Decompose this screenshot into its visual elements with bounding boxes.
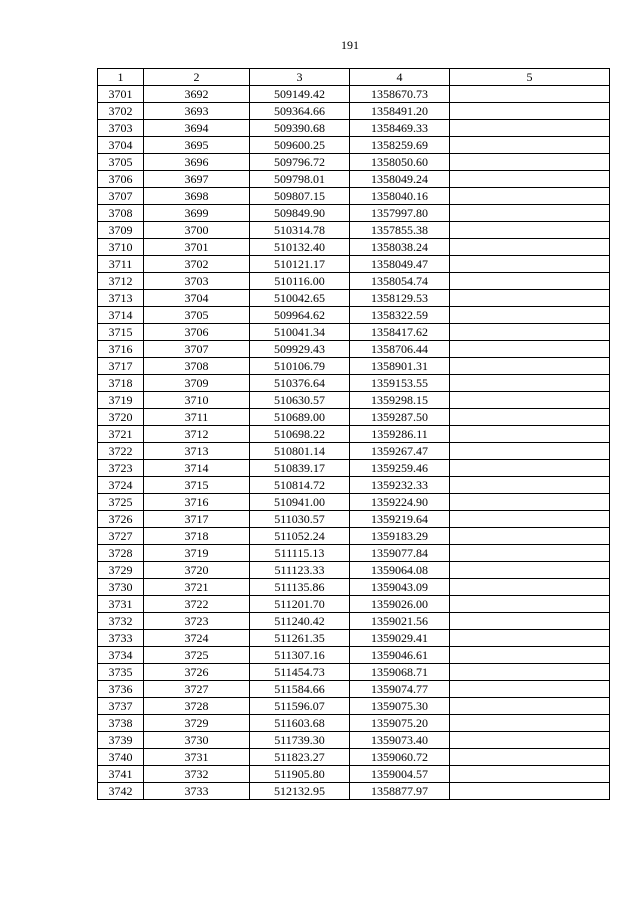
- table-cell-col-1: 3718: [98, 375, 144, 392]
- table-cell-col-3: 511905.80: [250, 766, 350, 783]
- table-row: [98, 154, 610, 171]
- table-row: [98, 120, 610, 137]
- table-row: [98, 664, 610, 681]
- table-cell-col-1: 3733: [98, 630, 144, 647]
- column-header-1: 1: [98, 69, 144, 86]
- table-cell-col-4: 1359074.77: [350, 681, 450, 698]
- table-cell-col-5: [450, 137, 610, 154]
- table-cell-col-3: 509964.62: [250, 307, 350, 324]
- table-cell-col-4: 1359043.09: [350, 579, 450, 596]
- table-cell-col-1: 3735: [98, 664, 144, 681]
- table-cell-col-2: 3732: [144, 766, 250, 783]
- table-row: [98, 477, 610, 494]
- table-row: [98, 137, 610, 154]
- table-cell-col-3: 511115.13: [250, 545, 350, 562]
- table-cell-col-3: 511123.33: [250, 562, 350, 579]
- table-cell-col-5: [450, 545, 610, 562]
- table-cell-col-2: 3722: [144, 596, 250, 613]
- table-cell-col-4: 1359259.46: [350, 460, 450, 477]
- table-cell-col-3: 512132.95: [250, 783, 350, 800]
- table-row: [98, 749, 610, 766]
- table-cell-col-4: 1359021.56: [350, 613, 450, 630]
- table-cell-col-1: 3742: [98, 783, 144, 800]
- table-cell-col-1: 3719: [98, 392, 144, 409]
- table-row: [98, 698, 610, 715]
- table-cell-col-2: 3733: [144, 783, 250, 800]
- table-row: [98, 188, 610, 205]
- table-cell-col-1: 3728: [98, 545, 144, 562]
- table-cell-col-2: 3725: [144, 647, 250, 664]
- table-row: [98, 562, 610, 579]
- table-cell-col-5: [450, 375, 610, 392]
- table-cell-col-5: [450, 358, 610, 375]
- table-cell-col-2: 3696: [144, 154, 250, 171]
- table-cell-col-4: 1358050.60: [350, 154, 450, 171]
- table-cell-col-5: [450, 477, 610, 494]
- table-cell-col-1: 3726: [98, 511, 144, 528]
- table-row: [98, 766, 610, 783]
- table-cell-col-5: [450, 732, 610, 749]
- table-cell-col-2: 3728: [144, 698, 250, 715]
- table-cell-col-3: 510042.65: [250, 290, 350, 307]
- header-row: [98, 69, 610, 86]
- page-number: 191: [341, 38, 359, 52]
- table-cell-col-4: 1358706.44: [350, 341, 450, 358]
- table-cell-col-2: 3706: [144, 324, 250, 341]
- table-cell-col-1: 3704: [98, 137, 144, 154]
- table-cell-col-4: 1358670.73: [350, 86, 450, 103]
- table-cell-col-4: 1358259.69: [350, 137, 450, 154]
- table-row: [98, 630, 610, 647]
- column-header-4: 4: [350, 69, 450, 86]
- table-cell-col-4: 1358901.31: [350, 358, 450, 375]
- table-cell-col-4: 1358469.33: [350, 120, 450, 137]
- table-cell-col-1: 3717: [98, 358, 144, 375]
- table-cell-col-2: 3719: [144, 545, 250, 562]
- table-cell-col-3: 510941.00: [250, 494, 350, 511]
- table-cell-col-2: 3714: [144, 460, 250, 477]
- table-cell-col-4: 1358054.74: [350, 273, 450, 290]
- table-cell-col-2: 3699: [144, 205, 250, 222]
- table-cell-col-1: 3724: [98, 477, 144, 494]
- table-row: [98, 290, 610, 307]
- table-cell-col-4: 1359287.50: [350, 409, 450, 426]
- table-cell-col-1: 3727: [98, 528, 144, 545]
- table-cell-col-2: 3718: [144, 528, 250, 545]
- table-cell-col-3: 510630.57: [250, 392, 350, 409]
- table-row: [98, 341, 610, 358]
- table-cell-col-2: 3717: [144, 511, 250, 528]
- table-cell-col-2: 3710: [144, 392, 250, 409]
- table-cell-col-4: 1359046.61: [350, 647, 450, 664]
- table-header: [98, 69, 610, 86]
- table-cell-col-2: 3729: [144, 715, 250, 732]
- table-row: [98, 460, 610, 477]
- table-cell-col-4: 1359219.64: [350, 511, 450, 528]
- table-cell-col-1: 3736: [98, 681, 144, 698]
- table-cell-col-3: 509849.90: [250, 205, 350, 222]
- table-cell-col-2: 3701: [144, 239, 250, 256]
- table-cell-col-3: 509807.15: [250, 188, 350, 205]
- table-cell-col-4: 1359004.57: [350, 766, 450, 783]
- table-cell-col-2: 3704: [144, 290, 250, 307]
- table-row: [98, 528, 610, 545]
- table-cell-col-1: 3712: [98, 273, 144, 290]
- table-cell-col-3: 510376.64: [250, 375, 350, 392]
- table-row: [98, 426, 610, 443]
- table-cell-col-5: [450, 188, 610, 205]
- table-cell-col-1: 3703: [98, 120, 144, 137]
- table-row: [98, 647, 610, 664]
- table-cell-col-5: [450, 222, 610, 239]
- table-cell-col-2: 3693: [144, 103, 250, 120]
- table-cell-col-1: 3740: [98, 749, 144, 766]
- table-cell-col-3: 510698.22: [250, 426, 350, 443]
- table-cell-col-4: 1358038.24: [350, 239, 450, 256]
- table-cell-col-4: 1359075.20: [350, 715, 450, 732]
- table-cell-col-3: 511823.27: [250, 749, 350, 766]
- table-cell-col-5: [450, 698, 610, 715]
- table-cell-col-4: 1358129.53: [350, 290, 450, 307]
- table-cell-col-3: 509390.68: [250, 120, 350, 137]
- table-cell-col-3: 510121.17: [250, 256, 350, 273]
- table-cell-col-3: 510041.34: [250, 324, 350, 341]
- table-cell-col-4: 1358049.47: [350, 256, 450, 273]
- table-cell-col-5: [450, 630, 610, 647]
- table-cell-col-5: [450, 783, 610, 800]
- table-cell-col-2: 3698: [144, 188, 250, 205]
- table-cell-col-2: 3695: [144, 137, 250, 154]
- table-cell-col-4: 1359298.15: [350, 392, 450, 409]
- table-cell-col-3: 510801.14: [250, 443, 350, 460]
- table-row: [98, 511, 610, 528]
- table-cell-col-4: 1358322.59: [350, 307, 450, 324]
- coordinates-table: [97, 68, 610, 800]
- table-cell-col-5: [450, 120, 610, 137]
- table-cell-col-3: 510106.79: [250, 358, 350, 375]
- table-cell-col-1: 3731: [98, 596, 144, 613]
- table-cell-col-1: 3720: [98, 409, 144, 426]
- table-cell-col-4: 1359232.33: [350, 477, 450, 494]
- table-cell-col-2: 3724: [144, 630, 250, 647]
- table-cell-col-5: [450, 341, 610, 358]
- table-cell-col-4: 1359075.30: [350, 698, 450, 715]
- table-row: [98, 307, 610, 324]
- table-cell-col-4: 1359029.41: [350, 630, 450, 647]
- table-cell-col-3: 509149.42: [250, 86, 350, 103]
- table-cell-col-1: 3721: [98, 426, 144, 443]
- table-cell-col-1: 3710: [98, 239, 144, 256]
- table-cell-col-5: [450, 715, 610, 732]
- table-cell-col-3: 511584.66: [250, 681, 350, 698]
- table-cell-col-5: [450, 579, 610, 596]
- table-cell-col-5: [450, 324, 610, 341]
- table-cell-col-5: [450, 562, 610, 579]
- table-row: [98, 324, 610, 341]
- table-cell-col-5: [450, 681, 610, 698]
- table-cell-col-4: 1359060.72: [350, 749, 450, 766]
- table-row: [98, 392, 610, 409]
- table-cell-col-1: 3702: [98, 103, 144, 120]
- table-row: [98, 222, 610, 239]
- table-cell-col-3: 509929.43: [250, 341, 350, 358]
- table-cell-col-1: 3723: [98, 460, 144, 477]
- table-cell-col-3: 511603.68: [250, 715, 350, 732]
- table-cell-col-1: 3732: [98, 613, 144, 630]
- table-cell-col-3: 510814.72: [250, 477, 350, 494]
- table-row: [98, 171, 610, 188]
- table-cell-col-1: 3739: [98, 732, 144, 749]
- table-cell-col-4: 1358491.20: [350, 103, 450, 120]
- table-cell-col-4: 1358877.97: [350, 783, 450, 800]
- table-row: [98, 545, 610, 562]
- table-cell-col-2: 3708: [144, 358, 250, 375]
- table-cell-col-4: 1359183.29: [350, 528, 450, 545]
- table-row: [98, 409, 610, 426]
- table-cell-col-4: 1359026.00: [350, 596, 450, 613]
- table-cell-col-3: 510839.17: [250, 460, 350, 477]
- table-cell-col-1: 3734: [98, 647, 144, 664]
- table-cell-col-1: 3715: [98, 324, 144, 341]
- column-header-2: 2: [144, 69, 250, 86]
- table-cell-col-3: 511201.70: [250, 596, 350, 613]
- table-cell-col-1: 3705: [98, 154, 144, 171]
- table-cell-col-2: 3726: [144, 664, 250, 681]
- table-cell-col-5: [450, 205, 610, 222]
- table-cell-col-5: [450, 596, 610, 613]
- table-cell-col-4: 1358417.62: [350, 324, 450, 341]
- table-cell-col-4: 1358049.24: [350, 171, 450, 188]
- table-cell-col-2: 3713: [144, 443, 250, 460]
- table-cell-col-1: 3701: [98, 86, 144, 103]
- table-cell-col-3: 509796.72: [250, 154, 350, 171]
- table-row: [98, 205, 610, 222]
- table-row: [98, 579, 610, 596]
- table-cell-col-5: [450, 647, 610, 664]
- table-cell-col-3: 511739.30: [250, 732, 350, 749]
- table-cell-col-2: 3731: [144, 749, 250, 766]
- table-cell-col-4: 1357997.80: [350, 205, 450, 222]
- table-cell-col-3: 510314.78: [250, 222, 350, 239]
- table-cell-col-2: 3700: [144, 222, 250, 239]
- table-cell-col-1: 3713: [98, 290, 144, 307]
- table-cell-col-2: 3711: [144, 409, 250, 426]
- table-cell-col-5: [450, 86, 610, 103]
- table-cell-col-3: 511030.57: [250, 511, 350, 528]
- table-cell-col-5: [450, 664, 610, 681]
- table-cell-col-2: 3716: [144, 494, 250, 511]
- table-cell-col-5: [450, 749, 610, 766]
- table-cell-col-3: 509600.25: [250, 137, 350, 154]
- table-cell-col-2: 3720: [144, 562, 250, 579]
- table-cell-col-2: 3694: [144, 120, 250, 137]
- table-body: [98, 86, 610, 800]
- table-cell-col-4: 1359073.40: [350, 732, 450, 749]
- table-row: [98, 783, 610, 800]
- table-cell-col-4: 1359068.71: [350, 664, 450, 681]
- table-cell-col-4: 1359286.11: [350, 426, 450, 443]
- table-cell-col-1: 3707: [98, 188, 144, 205]
- table-cell-col-3: 511240.42: [250, 613, 350, 630]
- table-cell-col-1: 3729: [98, 562, 144, 579]
- table-cell-col-2: 3692: [144, 86, 250, 103]
- table-cell-col-5: [450, 460, 610, 477]
- table-cell-col-3: 511596.07: [250, 698, 350, 715]
- table-cell-col-2: 3709: [144, 375, 250, 392]
- table-cell-col-1: 3730: [98, 579, 144, 596]
- table-cell-col-3: 510116.00: [250, 273, 350, 290]
- table-cell-col-5: [450, 290, 610, 307]
- table-cell-col-2: 3702: [144, 256, 250, 273]
- table-cell-col-1: 3741: [98, 766, 144, 783]
- table-cell-col-1: 3725: [98, 494, 144, 511]
- table-cell-col-4: 1359064.08: [350, 562, 450, 579]
- table-cell-col-5: [450, 426, 610, 443]
- table-cell-col-3: 509798.01: [250, 171, 350, 188]
- table-row: [98, 494, 610, 511]
- table-cell-col-1: 3714: [98, 307, 144, 324]
- table-row: [98, 375, 610, 392]
- table-cell-col-2: 3730: [144, 732, 250, 749]
- table-cell-col-5: [450, 154, 610, 171]
- table-cell-col-5: [450, 171, 610, 188]
- table-row: [98, 358, 610, 375]
- table-cell-col-3: 509364.66: [250, 103, 350, 120]
- table-row: [98, 596, 610, 613]
- table-cell-col-1: 3709: [98, 222, 144, 239]
- table-cell-col-2: 3715: [144, 477, 250, 494]
- table-cell-col-5: [450, 443, 610, 460]
- table-cell-col-5: [450, 256, 610, 273]
- table-cell-col-5: [450, 528, 610, 545]
- table-cell-col-4: 1359224.90: [350, 494, 450, 511]
- table-row: [98, 443, 610, 460]
- table-cell-col-2: 3697: [144, 171, 250, 188]
- table-cell-col-2: 3703: [144, 273, 250, 290]
- table-cell-col-2: 3727: [144, 681, 250, 698]
- table-cell-col-4: 1357855.38: [350, 222, 450, 239]
- table-cell-col-2: 3705: [144, 307, 250, 324]
- table-cell-col-1: 3738: [98, 715, 144, 732]
- table-row: [98, 256, 610, 273]
- table-cell-col-3: 510132.40: [250, 239, 350, 256]
- table-cell-col-5: [450, 613, 610, 630]
- table-row: [98, 86, 610, 103]
- table-cell-col-5: [450, 273, 610, 290]
- table-cell-col-5: [450, 409, 610, 426]
- table-cell-col-5: [450, 766, 610, 783]
- table-cell-col-5: [450, 239, 610, 256]
- table-cell-col-5: [450, 392, 610, 409]
- table-cell-col-2: 3721: [144, 579, 250, 596]
- table-cell-col-5: [450, 494, 610, 511]
- table-row: [98, 239, 610, 256]
- table-cell-col-5: [450, 307, 610, 324]
- table-cell-col-3: 511261.35: [250, 630, 350, 647]
- table-cell-col-1: 3711: [98, 256, 144, 273]
- table-cell-col-2: 3723: [144, 613, 250, 630]
- column-header-3: 3: [250, 69, 350, 86]
- table-cell-col-4: 1359077.84: [350, 545, 450, 562]
- table-cell-col-3: 510689.00: [250, 409, 350, 426]
- table-cell-col-2: 3707: [144, 341, 250, 358]
- table-row: [98, 732, 610, 749]
- table-row: [98, 273, 610, 290]
- table-cell-col-3: 511307.16: [250, 647, 350, 664]
- table-cell-col-1: 3708: [98, 205, 144, 222]
- table-cell-col-3: 511454.73: [250, 664, 350, 681]
- table-row: [98, 681, 610, 698]
- table-cell-col-1: 3716: [98, 341, 144, 358]
- table-cell-col-1: 3737: [98, 698, 144, 715]
- table-cell-col-4: 1359267.47: [350, 443, 450, 460]
- table-cell-col-1: 3706: [98, 171, 144, 188]
- table-row: [98, 613, 610, 630]
- table-cell-col-5: [450, 103, 610, 120]
- table-row: [98, 715, 610, 732]
- table-cell-col-4: 1359153.55: [350, 375, 450, 392]
- table-cell-col-3: 511135.86: [250, 579, 350, 596]
- table-cell-col-4: 1358040.16: [350, 188, 450, 205]
- table-cell-col-2: 3712: [144, 426, 250, 443]
- column-header-5: 5: [450, 69, 610, 86]
- table-cell-col-3: 511052.24: [250, 528, 350, 545]
- table-cell-col-5: [450, 511, 610, 528]
- table-cell-col-1: 3722: [98, 443, 144, 460]
- table-row: [98, 103, 610, 120]
